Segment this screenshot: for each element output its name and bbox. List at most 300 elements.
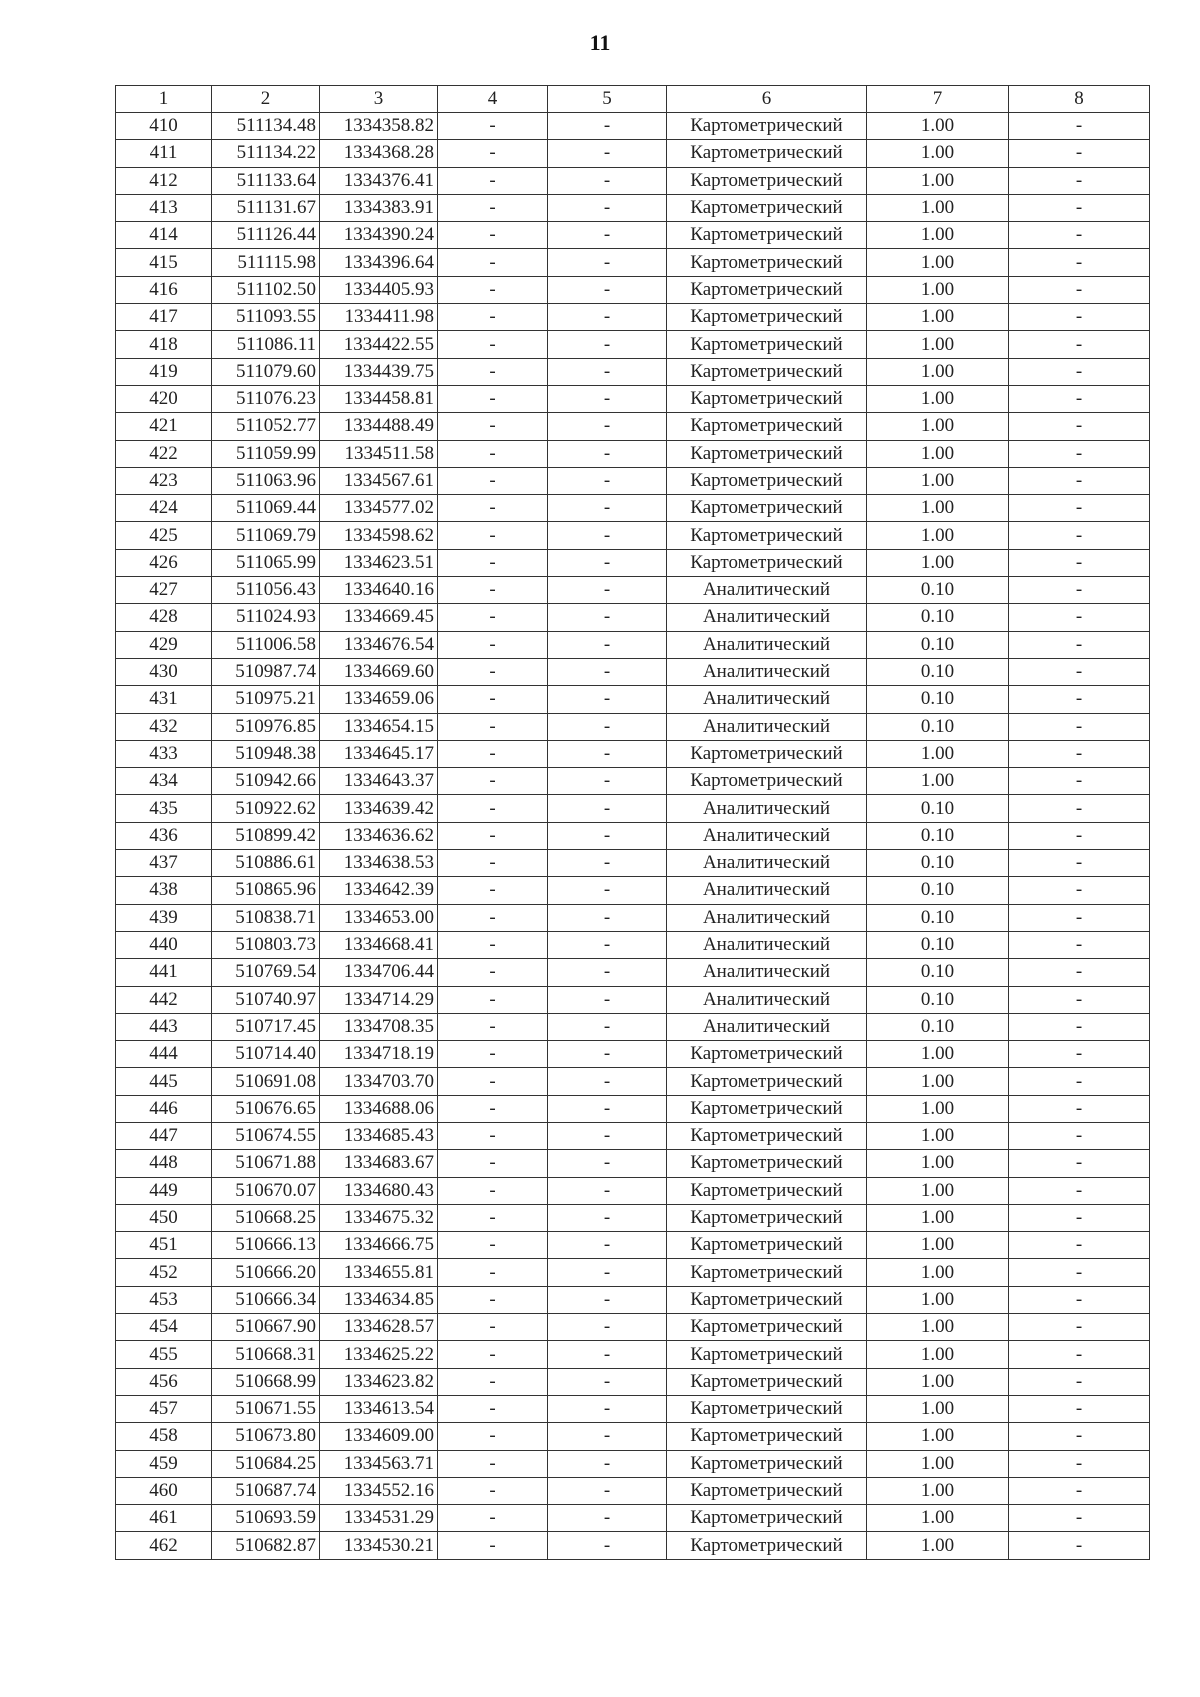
cell-col-5: - <box>548 959 667 986</box>
cell-point-number: 429 <box>116 631 212 658</box>
cell-col-5: - <box>548 1450 667 1477</box>
cell-col-4: - <box>438 1122 548 1149</box>
table-row <box>116 549 1150 576</box>
cell-y-coordinate: 1334405.93 <box>320 276 438 303</box>
cell-precision: 0.10 <box>867 577 1009 604</box>
cell-method: Картометрический <box>667 1068 867 1095</box>
cell-col-8: - <box>1009 1095 1150 1122</box>
cell-point-number: 461 <box>116 1505 212 1532</box>
table-row <box>116 194 1150 221</box>
cell-col-8: - <box>1009 740 1150 767</box>
cell-point-number: 410 <box>116 113 212 140</box>
table-row <box>116 795 1150 822</box>
cell-col-4: - <box>438 768 548 795</box>
cell-y-coordinate: 1334643.37 <box>320 768 438 795</box>
cell-x-coordinate: 510942.66 <box>212 768 320 795</box>
table-row <box>116 904 1150 931</box>
cell-point-number: 459 <box>116 1450 212 1477</box>
cell-point-number: 450 <box>116 1204 212 1231</box>
table-row <box>116 1068 1150 1095</box>
cell-col-8: - <box>1009 304 1150 331</box>
cell-point-number: 441 <box>116 959 212 986</box>
cell-x-coordinate: 511115.98 <box>212 249 320 276</box>
cell-col-8: - <box>1009 577 1150 604</box>
cell-method: Аналитический <box>667 959 867 986</box>
cell-col-4: - <box>438 1177 548 1204</box>
cell-col-4: - <box>438 577 548 604</box>
cell-point-number: 449 <box>116 1177 212 1204</box>
cell-x-coordinate: 511056.43 <box>212 577 320 604</box>
cell-x-coordinate: 510684.25 <box>212 1450 320 1477</box>
cell-col-5: - <box>548 495 667 522</box>
cell-x-coordinate: 510673.80 <box>212 1423 320 1450</box>
cell-col-5: - <box>548 931 667 958</box>
cell-col-5: - <box>548 1259 667 1286</box>
cell-x-coordinate: 510691.08 <box>212 1068 320 1095</box>
cell-method: Аналитический <box>667 795 867 822</box>
cell-col-5: - <box>548 658 667 685</box>
cell-y-coordinate: 1334625.22 <box>320 1341 438 1368</box>
cell-col-5: - <box>548 440 667 467</box>
table-row <box>116 1095 1150 1122</box>
cell-precision: 1.00 <box>867 1122 1009 1149</box>
cell-y-coordinate: 1334598.62 <box>320 522 438 549</box>
cell-x-coordinate: 510714.40 <box>212 1041 320 1068</box>
cell-method: Картометрический <box>667 495 867 522</box>
cell-point-number: 416 <box>116 276 212 303</box>
cell-col-8: - <box>1009 1150 1150 1177</box>
cell-point-number: 414 <box>116 222 212 249</box>
cell-method: Картометрический <box>667 113 867 140</box>
cell-x-coordinate: 510693.59 <box>212 1505 320 1532</box>
cell-col-5: - <box>548 1150 667 1177</box>
cell-precision: 1.00 <box>867 1341 1009 1368</box>
cell-precision: 0.10 <box>867 877 1009 904</box>
table-row <box>116 467 1150 494</box>
cell-col-8: - <box>1009 1423 1150 1450</box>
table-row <box>116 1041 1150 1068</box>
cell-col-8: - <box>1009 1505 1150 1532</box>
cell-x-coordinate: 511134.22 <box>212 140 320 167</box>
cell-precision: 1.00 <box>867 304 1009 331</box>
cell-method: Картометрический <box>667 385 867 412</box>
cell-precision: 0.10 <box>867 959 1009 986</box>
cell-col-4: - <box>438 385 548 412</box>
cell-y-coordinate: 1334634.85 <box>320 1286 438 1313</box>
cell-method: Аналитический <box>667 1013 867 1040</box>
cell-precision: 1.00 <box>867 1177 1009 1204</box>
cell-col-5: - <box>548 140 667 167</box>
table-row <box>116 1450 1150 1477</box>
cell-col-8: - <box>1009 931 1150 958</box>
cell-col-4: - <box>438 249 548 276</box>
cell-y-coordinate: 1334642.39 <box>320 877 438 904</box>
cell-x-coordinate: 510740.97 <box>212 986 320 1013</box>
cell-col-5: - <box>548 522 667 549</box>
cell-col-4: - <box>438 467 548 494</box>
cell-precision: 1.00 <box>867 249 1009 276</box>
cell-precision: 1.00 <box>867 1041 1009 1068</box>
cell-col-4: - <box>438 1423 548 1450</box>
cell-y-coordinate: 1334609.00 <box>320 1423 438 1450</box>
cell-col-8: - <box>1009 1341 1150 1368</box>
cell-col-4: - <box>438 1041 548 1068</box>
cell-point-number: 423 <box>116 467 212 494</box>
cell-point-number: 430 <box>116 658 212 685</box>
cell-col-5: - <box>548 1532 667 1559</box>
cell-col-8: - <box>1009 877 1150 904</box>
cell-x-coordinate: 510668.31 <box>212 1341 320 1368</box>
cell-y-coordinate: 1334676.54 <box>320 631 438 658</box>
cell-precision: 1.00 <box>867 1232 1009 1259</box>
cell-point-number: 443 <box>116 1013 212 1040</box>
cell-col-5: - <box>548 1204 667 1231</box>
table-row <box>116 331 1150 358</box>
cell-method: Картометрический <box>667 222 867 249</box>
cell-point-number: 437 <box>116 850 212 877</box>
column-header-3: 3 <box>320 86 438 113</box>
cell-col-8: - <box>1009 385 1150 412</box>
cell-col-8: - <box>1009 631 1150 658</box>
cell-method: Аналитический <box>667 877 867 904</box>
cell-x-coordinate: 510975.21 <box>212 686 320 713</box>
cell-col-5: - <box>548 1395 667 1422</box>
cell-y-coordinate: 1334552.16 <box>320 1477 438 1504</box>
cell-col-8: - <box>1009 904 1150 931</box>
cell-col-8: - <box>1009 549 1150 576</box>
cell-x-coordinate: 510899.42 <box>212 822 320 849</box>
table-row <box>116 249 1150 276</box>
cell-point-number: 411 <box>116 140 212 167</box>
cell-x-coordinate: 511065.99 <box>212 549 320 576</box>
cell-method: Аналитический <box>667 577 867 604</box>
cell-point-number: 460 <box>116 1477 212 1504</box>
cell-col-5: - <box>548 1177 667 1204</box>
cell-col-4: - <box>438 1150 548 1177</box>
cell-col-4: - <box>438 686 548 713</box>
table-row <box>116 222 1150 249</box>
cell-col-4: - <box>438 1232 548 1259</box>
cell-col-8: - <box>1009 850 1150 877</box>
cell-method: Аналитический <box>667 850 867 877</box>
cell-x-coordinate: 510674.55 <box>212 1122 320 1149</box>
cell-col-5: - <box>548 1068 667 1095</box>
cell-x-coordinate: 511093.55 <box>212 304 320 331</box>
cell-precision: 1.00 <box>867 331 1009 358</box>
table-row <box>116 713 1150 740</box>
cell-method: Картометрический <box>667 549 867 576</box>
cell-col-8: - <box>1009 1177 1150 1204</box>
cell-col-5: - <box>548 331 667 358</box>
cell-col-8: - <box>1009 331 1150 358</box>
cell-method: Картометрический <box>667 358 867 385</box>
cell-y-coordinate: 1334531.29 <box>320 1505 438 1532</box>
cell-point-number: 434 <box>116 768 212 795</box>
cell-precision: 1.00 <box>867 495 1009 522</box>
table-row <box>116 604 1150 631</box>
cell-col-8: - <box>1009 1122 1150 1149</box>
cell-col-8: - <box>1009 1314 1150 1341</box>
cell-point-number: 415 <box>116 249 212 276</box>
table-row <box>116 577 1150 604</box>
cell-precision: 1.00 <box>867 222 1009 249</box>
cell-y-coordinate: 1334639.42 <box>320 795 438 822</box>
cell-method: Аналитический <box>667 658 867 685</box>
cell-precision: 1.00 <box>867 1068 1009 1095</box>
cell-col-5: - <box>548 986 667 1013</box>
cell-col-5: - <box>548 1041 667 1068</box>
cell-precision: 0.10 <box>867 931 1009 958</box>
cell-col-8: - <box>1009 440 1150 467</box>
cell-col-5: - <box>548 1368 667 1395</box>
cell-point-number: 451 <box>116 1232 212 1259</box>
header-row <box>116 86 1150 113</box>
cell-col-8: - <box>1009 467 1150 494</box>
table-row <box>116 686 1150 713</box>
cell-precision: 1.00 <box>867 1423 1009 1450</box>
cell-precision: 1.00 <box>867 740 1009 767</box>
cell-precision: 1.00 <box>867 413 1009 440</box>
cell-x-coordinate: 510666.34 <box>212 1286 320 1313</box>
cell-y-coordinate: 1334376.41 <box>320 167 438 194</box>
cell-col-8: - <box>1009 113 1150 140</box>
cell-method: Картометрический <box>667 413 867 440</box>
cell-y-coordinate: 1334383.91 <box>320 194 438 221</box>
cell-point-number: 417 <box>116 304 212 331</box>
cell-col-8: - <box>1009 1013 1150 1040</box>
cell-col-4: - <box>438 304 548 331</box>
table-row <box>116 495 1150 522</box>
coordinates-table <box>115 85 1150 1560</box>
cell-col-4: - <box>438 1477 548 1504</box>
cell-col-8: - <box>1009 1477 1150 1504</box>
table-row <box>116 385 1150 412</box>
cell-point-number: 456 <box>116 1368 212 1395</box>
cell-x-coordinate: 511006.58 <box>212 631 320 658</box>
cell-x-coordinate: 510667.90 <box>212 1314 320 1341</box>
cell-x-coordinate: 510671.88 <box>212 1150 320 1177</box>
cell-precision: 1.00 <box>867 167 1009 194</box>
cell-x-coordinate: 510668.25 <box>212 1204 320 1231</box>
cell-method: Картометрический <box>667 304 867 331</box>
cell-col-5: - <box>548 167 667 194</box>
cell-y-coordinate: 1334680.43 <box>320 1177 438 1204</box>
cell-col-8: - <box>1009 222 1150 249</box>
cell-y-coordinate: 1334390.24 <box>320 222 438 249</box>
cell-method: Картометрический <box>667 1041 867 1068</box>
cell-x-coordinate: 510687.74 <box>212 1477 320 1504</box>
page-number: 11 <box>589 30 611 55</box>
cell-point-number: 419 <box>116 358 212 385</box>
cell-col-8: - <box>1009 1450 1150 1477</box>
cell-col-5: - <box>548 713 667 740</box>
cell-y-coordinate: 1334396.64 <box>320 249 438 276</box>
cell-col-4: - <box>438 986 548 1013</box>
cell-col-8: - <box>1009 1286 1150 1313</box>
cell-precision: 1.00 <box>867 1368 1009 1395</box>
cell-precision: 1.00 <box>867 385 1009 412</box>
table-row <box>116 276 1150 303</box>
cell-precision: 0.10 <box>867 604 1009 631</box>
cell-method: Картометрический <box>667 1232 867 1259</box>
cell-y-coordinate: 1334623.82 <box>320 1368 438 1395</box>
table-row <box>116 631 1150 658</box>
cell-col-5: - <box>548 1423 667 1450</box>
cell-point-number: 428 <box>116 604 212 631</box>
cell-precision: 0.10 <box>867 686 1009 713</box>
cell-point-number: 439 <box>116 904 212 931</box>
cell-col-4: - <box>438 1068 548 1095</box>
table-row <box>116 1013 1150 1040</box>
cell-col-5: - <box>548 385 667 412</box>
cell-method: Аналитический <box>667 631 867 658</box>
cell-x-coordinate: 511079.60 <box>212 358 320 385</box>
cell-method: Аналитический <box>667 904 867 931</box>
table-row <box>116 1368 1150 1395</box>
cell-precision: 1.00 <box>867 358 1009 385</box>
cell-point-number: 455 <box>116 1341 212 1368</box>
table-row <box>116 931 1150 958</box>
column-header-8: 8 <box>1009 86 1150 113</box>
cell-col-5: - <box>548 1122 667 1149</box>
cell-method: Картометрический <box>667 768 867 795</box>
table-header <box>116 86 1150 113</box>
table-row <box>116 822 1150 849</box>
cell-point-number: 431 <box>116 686 212 713</box>
table-row <box>116 768 1150 795</box>
cell-col-5: - <box>548 686 667 713</box>
table-row <box>116 304 1150 331</box>
cell-col-4: - <box>438 276 548 303</box>
table-row <box>116 1150 1150 1177</box>
cell-col-5: - <box>548 222 667 249</box>
table-row <box>116 1232 1150 1259</box>
table-row <box>116 358 1150 385</box>
cell-col-4: - <box>438 1204 548 1231</box>
cell-col-4: - <box>438 1095 548 1122</box>
cell-col-4: - <box>438 522 548 549</box>
cell-method: Картометрический <box>667 1204 867 1231</box>
cell-precision: 1.00 <box>867 276 1009 303</box>
cell-col-8: - <box>1009 822 1150 849</box>
cell-method: Картометрический <box>667 1150 867 1177</box>
cell-col-4: - <box>438 113 548 140</box>
cell-col-4: - <box>438 194 548 221</box>
cell-col-5: - <box>548 604 667 631</box>
cell-y-coordinate: 1334666.75 <box>320 1232 438 1259</box>
cell-point-number: 453 <box>116 1286 212 1313</box>
cell-col-5: - <box>548 577 667 604</box>
cell-method: Картометрический <box>667 276 867 303</box>
cell-precision: 0.10 <box>867 850 1009 877</box>
cell-col-4: - <box>438 495 548 522</box>
cell-point-number: 424 <box>116 495 212 522</box>
cell-precision: 1.00 <box>867 1095 1009 1122</box>
table-row <box>116 1286 1150 1313</box>
cell-method: Картометрический <box>667 1395 867 1422</box>
cell-col-8: - <box>1009 358 1150 385</box>
cell-col-5: - <box>548 413 667 440</box>
cell-x-coordinate: 510682.87 <box>212 1532 320 1559</box>
cell-col-8: - <box>1009 1232 1150 1259</box>
cell-x-coordinate: 511134.48 <box>212 113 320 140</box>
cell-x-coordinate: 511069.79 <box>212 522 320 549</box>
cell-point-number: 426 <box>116 549 212 576</box>
table-row <box>116 167 1150 194</box>
cell-point-number: 435 <box>116 795 212 822</box>
cell-col-4: - <box>438 1341 548 1368</box>
table-row <box>116 1395 1150 1422</box>
cell-x-coordinate: 510666.20 <box>212 1259 320 1286</box>
cell-col-4: - <box>438 713 548 740</box>
cell-precision: 0.10 <box>867 658 1009 685</box>
table-row <box>116 522 1150 549</box>
cell-method: Картометрический <box>667 1477 867 1504</box>
cell-col-5: - <box>548 1505 667 1532</box>
cell-col-8: - <box>1009 413 1150 440</box>
cell-col-8: - <box>1009 167 1150 194</box>
cell-point-number: 457 <box>116 1395 212 1422</box>
cell-col-8: - <box>1009 522 1150 549</box>
cell-precision: 1.00 <box>867 467 1009 494</box>
cell-y-coordinate: 1334659.06 <box>320 686 438 713</box>
cell-x-coordinate: 511102.50 <box>212 276 320 303</box>
cell-method: Картометрический <box>667 1259 867 1286</box>
cell-y-coordinate: 1334685.43 <box>320 1122 438 1149</box>
cell-x-coordinate: 511076.23 <box>212 385 320 412</box>
cell-x-coordinate: 511126.44 <box>212 222 320 249</box>
cell-col-4: - <box>438 440 548 467</box>
cell-method: Аналитический <box>667 822 867 849</box>
column-header-5: 5 <box>548 86 667 113</box>
cell-point-number: 412 <box>116 167 212 194</box>
cell-col-8: - <box>1009 1259 1150 1286</box>
cell-col-4: - <box>438 1259 548 1286</box>
cell-x-coordinate: 510671.55 <box>212 1395 320 1422</box>
cell-col-8: - <box>1009 959 1150 986</box>
cell-col-8: - <box>1009 495 1150 522</box>
cell-col-4: - <box>438 658 548 685</box>
table-row <box>116 1204 1150 1231</box>
table-row <box>116 113 1150 140</box>
cell-method: Картометрический <box>667 1122 867 1149</box>
cell-precision: 1.00 <box>867 1259 1009 1286</box>
cell-y-coordinate: 1334458.81 <box>320 385 438 412</box>
cell-col-5: - <box>548 1341 667 1368</box>
cell-col-4: - <box>438 822 548 849</box>
cell-col-4: - <box>438 1505 548 1532</box>
cell-col-4: - <box>438 358 548 385</box>
cell-method: Картометрический <box>667 1286 867 1313</box>
cell-col-5: - <box>548 740 667 767</box>
cell-y-coordinate: 1334439.75 <box>320 358 438 385</box>
cell-method: Картометрический <box>667 1505 867 1532</box>
cell-point-number: 420 <box>116 385 212 412</box>
table-row <box>116 440 1150 467</box>
cell-y-coordinate: 1334488.49 <box>320 413 438 440</box>
cell-precision: 1.00 <box>867 1532 1009 1559</box>
cell-point-number: 427 <box>116 577 212 604</box>
cell-y-coordinate: 1334655.81 <box>320 1259 438 1286</box>
cell-y-coordinate: 1334708.35 <box>320 1013 438 1040</box>
cell-y-coordinate: 1334668.41 <box>320 931 438 958</box>
cell-y-coordinate: 1334638.53 <box>320 850 438 877</box>
cell-x-coordinate: 510987.74 <box>212 658 320 685</box>
cell-col-4: - <box>438 795 548 822</box>
cell-y-coordinate: 1334654.15 <box>320 713 438 740</box>
table-row <box>116 1314 1150 1341</box>
cell-col-4: - <box>438 222 548 249</box>
